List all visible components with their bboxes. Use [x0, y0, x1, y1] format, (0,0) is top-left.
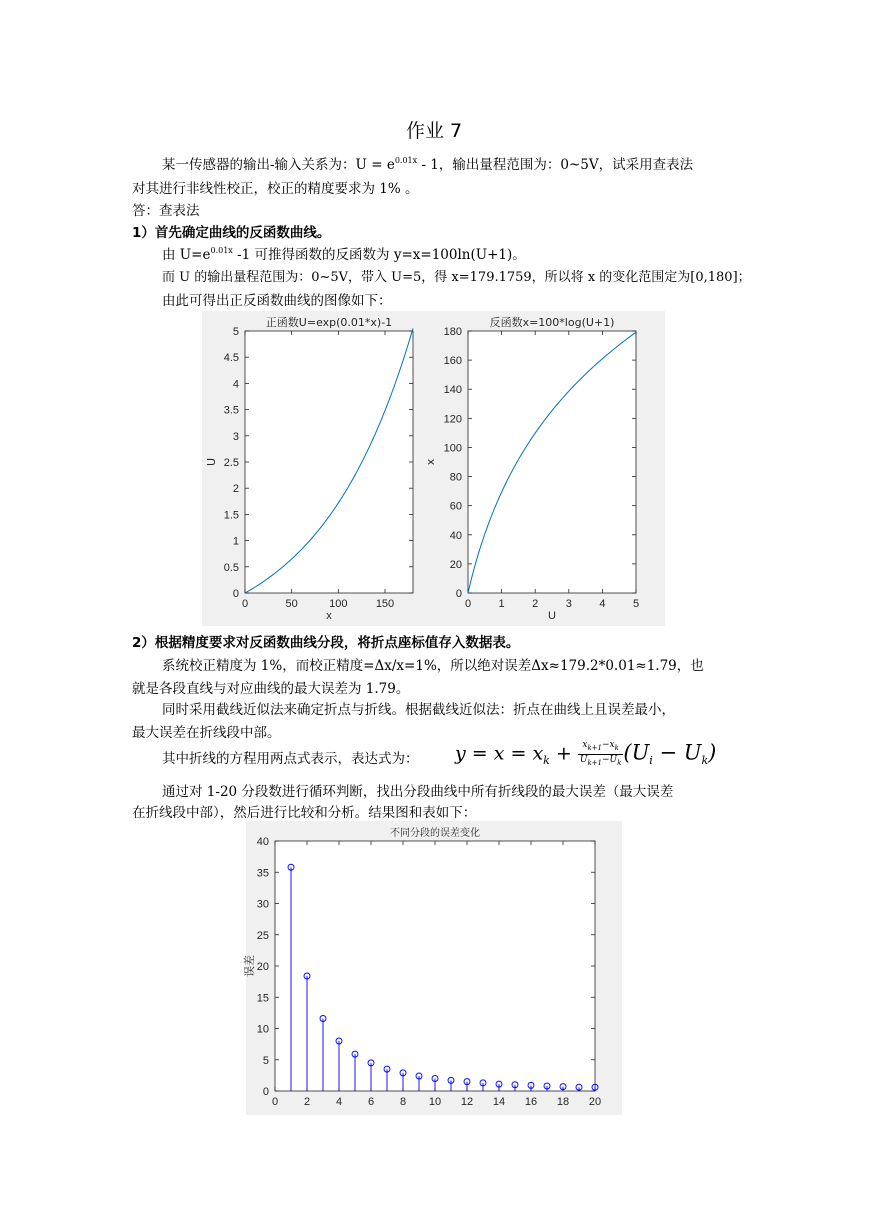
x-tick-label-2-0: 0: [271, 1096, 279, 1108]
y-tick-label-0-2: 1: [232, 535, 239, 548]
x-axis-label-0: x: [326, 610, 332, 622]
y-tick-label-0-0: 0: [232, 588, 239, 600]
step2-para-3: 其中折线的方程用两点式表示，表达式为：: [162, 751, 419, 767]
figure-error: [243, 821, 622, 1115]
y-tick-label-1-9: 180: [443, 326, 462, 338]
y-tick-label-0-6: 3: [232, 430, 239, 443]
x-tick-label-2-2: 4: [335, 1096, 343, 1108]
y-tick-label-0-7: 3.5: [223, 404, 239, 417]
y-tick-label-1-1: 20: [449, 558, 462, 571]
step2-para-4a: 通过对 1-20 分段数进行循环判断，找出分段曲线中所有折线段的最大误差（最大误差: [162, 784, 674, 800]
x-tick-label-2-7: 14: [492, 1096, 506, 1108]
x-tick-label-1-4: 4: [599, 598, 606, 610]
step2-para-2b: 最大误差在折线段中部。: [132, 725, 281, 741]
step2-para-4b: 在折线段中部），然后进行比较和分析。结果图和表如下：: [132, 805, 477, 821]
y-tick-label-1-2: 40: [449, 529, 462, 542]
step1-line-3: 由此可得出正反函数曲线的图像如下：: [162, 293, 392, 309]
step1-line-2: 而 U 的输出量程范围为：0~5V，带入 U=5，得 x=179.1759，所以将 x 的变化范围定为[0,180]；: [162, 270, 751, 285]
y-tick-label-2-5: 25: [256, 929, 269, 942]
function-plots: [202, 311, 665, 626]
y-tick-label-1-4: 80: [449, 471, 462, 484]
x-tick-label-0-1: 50: [285, 598, 298, 610]
step1-heading: 1）首先确定曲线的反函数曲线。: [132, 225, 331, 241]
two-point-formula: $y = x = x_k$ + $\frac{x_{k+1}-x_k}{U_{k+1}-U_k}$ $(U_i - U_k)$: [455, 740, 717, 768]
x-tick-label-1-1: 1: [498, 598, 505, 610]
x-tick-label-2-4: 8: [399, 1096, 407, 1108]
y-tick-label-0-10: 5: [232, 326, 239, 338]
y-tick-label-0-1: 0.5: [223, 561, 239, 574]
y-axis-label-2: 误差: [243, 955, 256, 977]
y-tick-label-2-4: 20: [256, 961, 269, 973]
x-tick-label-1-5: 5: [632, 598, 640, 610]
step1-line-1: 由 $U=e^{0.01x}$ -1 可推得函数的反函数为 y=x=100ln(U+1)。: [162, 246, 526, 263]
problem-line-1: 某一传感器的输出-输入关系为：$U = e^{0.01x} - 1$，输出量程范围为：0~5V，试采用查表法: [162, 156, 694, 173]
y-tick-label-0-8: 4: [232, 378, 239, 391]
y-axis-label-1: x: [424, 458, 437, 466]
step2-para-1a: 系统校正精度为 1%，而校正精度=Δx/x=1%，所以绝对误差Δx≈179.2*0.01≈1.79，也: [162, 658, 704, 674]
y-tick-label-1-5: 100: [443, 442, 462, 455]
y-tick-label-1-8: 160: [443, 355, 462, 368]
y-tick-label-2-0: 0: [262, 1086, 269, 1098]
x-tick-label-0-0: 0: [241, 598, 249, 610]
plot-area-0: [245, 331, 413, 593]
plot-area-1: [468, 331, 636, 593]
page-title: 作业 7: [406, 120, 463, 142]
step2-heading: 2）根据精度要求对反函数曲线分段，将折点座标值存入数据表。: [132, 635, 520, 651]
y-tick-label-0-3: 1.5: [223, 509, 239, 522]
x-tick-label-0-3: 150: [375, 598, 395, 610]
x-tick-label-1-3: 3: [565, 598, 572, 610]
y-tick-label-1-0: 0: [455, 588, 462, 600]
y-tick-label-2-6: 30: [256, 898, 269, 911]
y-tick-label-2-2: 10: [256, 1023, 269, 1036]
chart-title-2: 不同分段的误差变化: [390, 828, 480, 839]
y-tick-label-2-1: 5: [262, 1054, 269, 1067]
step2-para-2a: 同时采用截线近似法来确定折点与折线。根据截线近似法：折点在曲线上且误差最小，: [162, 702, 675, 718]
y-tick-label-2-8: 40: [256, 836, 269, 848]
chart-title-1: 反函数x=100*log(U+1): [489, 316, 615, 329]
x-tick-label-2-8: 16: [524, 1096, 538, 1108]
y-tick-label-1-3: 60: [449, 500, 462, 513]
y-tick-label-2-3: 15: [256, 992, 269, 1005]
y-tick-label-2-7: 35: [256, 867, 269, 880]
x-tick-label-2-1: 2: [303, 1096, 311, 1108]
y-tick-label-0-9: 4.5: [223, 352, 239, 365]
y-tick-label-0-5: 2.5: [223, 457, 239, 469]
x-tick-label-0-2: 100: [329, 598, 348, 610]
y-tick-label-1-6: 120: [443, 413, 462, 426]
step2-para-1b: 就是各段直线与对应曲线的最大误差为 1.79。: [132, 681, 410, 697]
answer-label: 答：查表法: [132, 203, 200, 219]
x-tick-label-2-10: 20: [588, 1096, 602, 1108]
x-tick-label-1-0: 0: [464, 598, 472, 610]
x-tick-label-1-2: 2: [532, 598, 539, 610]
figure-functions: [202, 311, 665, 626]
x-axis-label-1: U: [548, 610, 556, 622]
error-plot: [243, 821, 622, 1115]
problem-line-2: 对其进行非线性校正，校正的精度要求为 1% 。: [132, 181, 419, 197]
chart-title-0: 正函数U=exp(0.01*x)-1: [265, 316, 393, 329]
x-tick-label-2-9: 18: [556, 1096, 570, 1108]
x-tick-label-2-6: 12: [460, 1096, 474, 1108]
y-tick-label-1-7: 140: [443, 384, 462, 397]
x-tick-label-2-5: 10: [428, 1096, 442, 1108]
y-tick-label-0-4: 2: [232, 483, 239, 496]
x-tick-label-2-3: 6: [367, 1096, 375, 1108]
y-axis-label-0: U: [205, 457, 218, 467]
